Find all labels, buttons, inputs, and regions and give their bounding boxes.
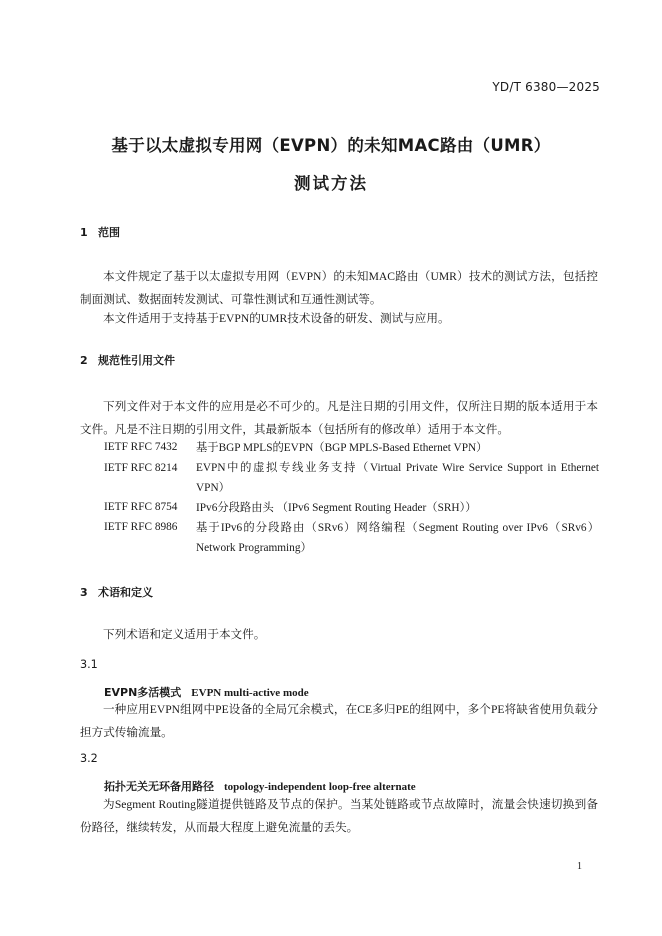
section-title: 规范性引用文件 xyxy=(98,354,175,367)
term-english: EVPN multi-active mode xyxy=(191,687,309,699)
reference-title: IPv6分段路由头 （IPv6 Segment Routing Header（SRH）） xyxy=(196,502,477,514)
term-heading xyxy=(104,684,309,700)
term-heading xyxy=(104,778,416,794)
term-definition: 为Segment Routing隧道提供链路及节点的保护。当某处链路或节点故障时，流量会快速切换到备份路径，继续转发，从而最大程度上避免流量的丢失。 xyxy=(80,798,598,834)
section-heading-terms-definitions xyxy=(80,584,153,600)
section-number: 2 xyxy=(80,354,88,367)
reference-code: IETF RFC 8754 xyxy=(104,501,178,513)
section-number: 1 xyxy=(80,226,88,239)
terms-intro-paragraph: 下列术语和定义适用于本文件。 xyxy=(103,628,266,641)
reference-code: IETF RFC 8214 xyxy=(104,462,178,474)
page-number: 1 xyxy=(577,861,582,872)
term-number: 3.2 xyxy=(80,752,98,765)
document-title-line1: 基于以太虚拟专用网（EVPN）的未知MAC路由（UMR） xyxy=(111,136,551,155)
document-title-line2: 测试方法 xyxy=(294,174,368,193)
scope-paragraph-2: 本文件适用于支持基于EVPN的UMR技术设备的研发、测试与应用。 xyxy=(103,312,450,325)
normative-intro-paragraph: 下列文件对于本文件的应用是必不可少的。凡是注日期的引用文件，仅所注日期的版本适用于本文件。凡是不注日期的引用文件，其最新版本（包括所有的修改单）适用于本文件。 xyxy=(80,400,598,436)
scope-paragraph-1: 本文件规定了基于以太虚拟专用网（EVPN）的未知MAC路由（UMR）技术的测试方法，包括控制面测试、数据面转发测试、可靠性测试和互通性测试等。 xyxy=(80,270,598,306)
reference-title: 基于BGP MPLS的EVPN（BGP MPLS-Based Ethernet VPN） xyxy=(196,442,488,454)
section-heading-normative-references xyxy=(80,352,175,368)
reference-code: IETF RFC 8986 xyxy=(104,521,178,533)
reference-title: 基于IPv6的分段路由（SRv6）网络编程（Segment Routing over IPv6（SRv6）Network Programming） xyxy=(196,522,599,554)
section-number: 3 xyxy=(80,586,88,599)
section-heading-scope xyxy=(80,224,120,240)
section-title: 范围 xyxy=(98,226,120,239)
term-chinese: 拓扑无关无环备用路径 xyxy=(104,780,214,793)
standard-number: YD/T 6380—2025 xyxy=(492,80,600,94)
term-english: topology-independent loop-free alternate xyxy=(224,781,416,793)
term-chinese: EVPN多活模式 xyxy=(104,686,182,699)
term-number: 3.1 xyxy=(80,658,98,671)
section-title: 术语和定义 xyxy=(98,586,153,599)
reference-title: EVPN中的虚拟专线业务支持（Virtual Private Wire Service Support in Ethernet VPN） xyxy=(196,462,599,494)
term-definition: 一种应用EVPN组网中PE设备的全局冗余模式，在CE多归PE的组网中，多个PE将缺省使用负载分担方式传输流量。 xyxy=(80,703,598,739)
reference-code: IETF RFC 7432 xyxy=(104,441,178,453)
